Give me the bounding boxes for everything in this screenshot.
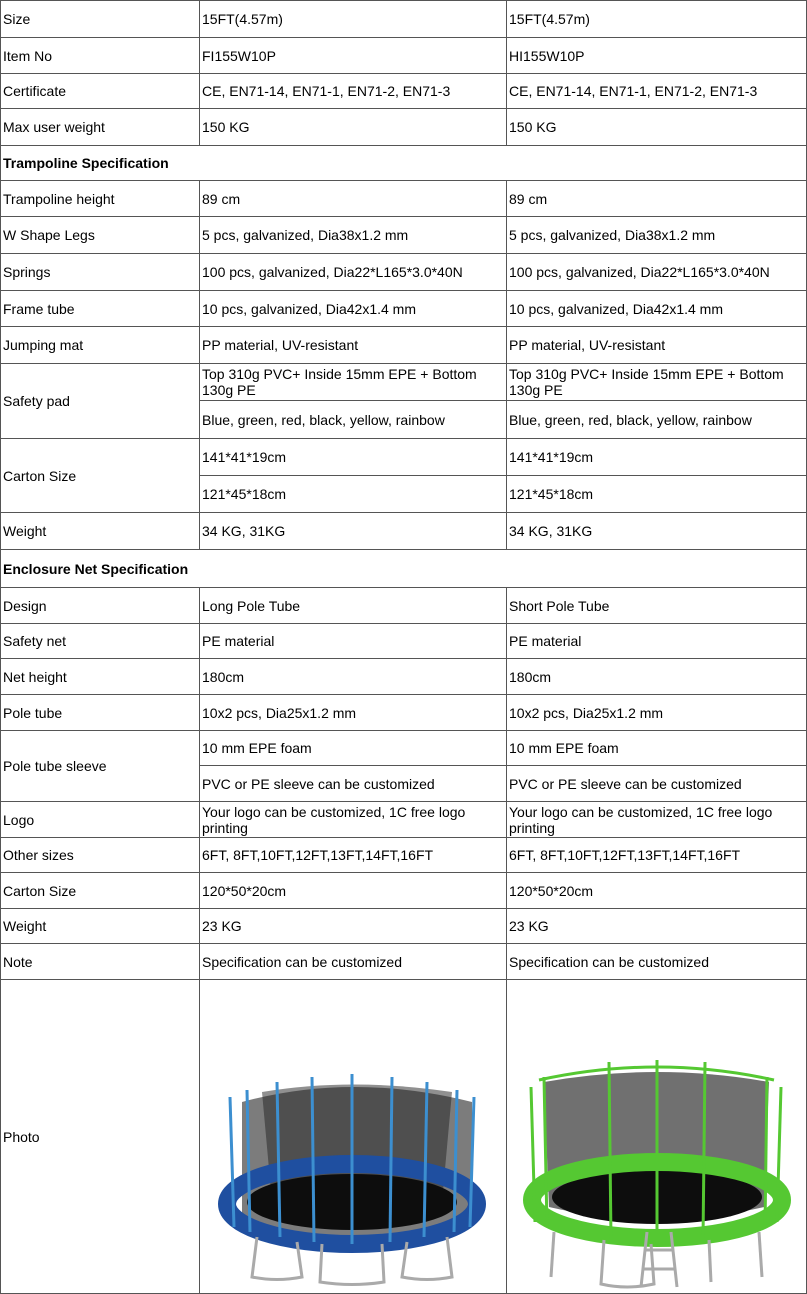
row-net-height (1, 659, 807, 695)
cell-a: 15FT(4.57m) (200, 1, 507, 38)
row-weight (1, 513, 807, 550)
cell-a: FI155W10P (200, 38, 507, 74)
row-label: Net height (1, 659, 200, 695)
cell-a: 10 pcs, galvanized, Dia42x1.4 mm (200, 291, 507, 327)
row-carton-size (1, 439, 807, 476)
row-legs (1, 217, 807, 254)
row-springs (1, 254, 807, 291)
row-label: W Shape Legs (1, 217, 200, 254)
row-safety-net (1, 624, 807, 659)
row-design (1, 588, 807, 624)
row-note (1, 944, 807, 980)
cell-a: 23 KG (200, 909, 507, 944)
row-label: Item No (1, 38, 200, 74)
section-enclosure (1, 550, 807, 588)
cell-b: 10 mm EPE foam (507, 731, 807, 766)
cell-a: 10x2 pcs, Dia25x1.2 mm (200, 695, 507, 731)
row-max-weight (1, 109, 807, 146)
trampoline-short-pole-image (509, 982, 805, 1292)
row-label: Frame tube (1, 291, 200, 327)
row-label: Pole tube sleeve (1, 731, 200, 802)
cell-b: HI155W10P (507, 38, 807, 74)
photo-cell-b (507, 980, 807, 1294)
cell-b: PE material (507, 624, 807, 659)
cell-b: 150 KG (507, 109, 807, 146)
cell-b: PP material, UV-resistant (507, 327, 807, 364)
cell-a: 100 pcs, galvanized, Dia22*L165*3.0*40N (200, 254, 507, 291)
cell-b: Short Pole Tube (507, 588, 807, 624)
cell-a: 6FT, 8FT,10FT,12FT,13FT,14FT,16FT (200, 838, 507, 873)
cell-a: PP material, UV-resistant (200, 327, 507, 364)
cell-b: 34 KG, 31KG (507, 513, 807, 550)
cell-b: 89 cm (507, 181, 807, 217)
section-title: Enclosure Net Specification (1, 550, 807, 588)
cell-b: 15FT(4.57m) (507, 1, 807, 38)
row-photo (1, 980, 807, 1294)
row-label: Photo (1, 980, 200, 1294)
cell-a: 120*50*20cm (200, 873, 507, 909)
row-label: Springs (1, 254, 200, 291)
cell-a: 89 cm (200, 181, 507, 217)
row-jumping-mat (1, 327, 807, 364)
cell-b: 23 KG (507, 909, 807, 944)
cell-b: 121*45*18cm (507, 476, 807, 513)
row-certificate (1, 74, 807, 109)
cell-b: 180cm (507, 659, 807, 695)
cell-a: 34 KG, 31KG (200, 513, 507, 550)
row-label: Safety net (1, 624, 200, 659)
row-enclosure-carton (1, 873, 807, 909)
cell-b: 10 pcs, galvanized, Dia42x1.4 mm (507, 291, 807, 327)
cell-b: 100 pcs, galvanized, Dia22*L165*3.0*40N (507, 254, 807, 291)
row-label: Certificate (1, 74, 200, 109)
row-trampoline-height (1, 181, 807, 217)
cell-b: 6FT, 8FT,10FT,12FT,13FT,14FT,16FT (507, 838, 807, 873)
cell-a: 180cm (200, 659, 507, 695)
row-label: Trampoline height (1, 181, 200, 217)
row-label: Carton Size (1, 439, 200, 513)
row-pole-tube (1, 695, 807, 731)
cell-a: 10 mm EPE foam (200, 731, 507, 766)
row-label: Logo (1, 802, 200, 838)
row-enclosure-weight (1, 909, 807, 944)
cell-b: Top 310g PVC+ Inside 15mm EPE + Bottom 130g PE (507, 364, 807, 401)
row-label: Other sizes (1, 838, 200, 873)
row-label: Carton Size (1, 873, 200, 909)
row-item-no (1, 38, 807, 74)
section-trampoline (1, 146, 807, 181)
cell-b: 120*50*20cm (507, 873, 807, 909)
cell-a: CE, EN71-14, EN71-1, EN71-2, EN71-3 (200, 74, 507, 109)
row-label: Max user weight (1, 109, 200, 146)
row-label: Jumping mat (1, 327, 200, 364)
cell-a: PE material (200, 624, 507, 659)
photo-cell-a (200, 980, 507, 1294)
row-logo (1, 802, 807, 838)
cell-b: 10x2 pcs, Dia25x1.2 mm (507, 695, 807, 731)
row-label: Size (1, 1, 200, 38)
row-frame-tube (1, 291, 807, 327)
row-label: Note (1, 944, 200, 980)
row-label: Weight (1, 909, 200, 944)
row-label: Design (1, 588, 200, 624)
cell-a: PVC or PE sleeve can be customized (200, 766, 507, 802)
row-size (1, 1, 807, 38)
cell-b: PVC or PE sleeve can be customized (507, 766, 807, 802)
cell-b: 141*41*19cm (507, 439, 807, 476)
cell-b: Your logo can be customized, 1C free logo printing (507, 802, 807, 838)
cell-b: CE, EN71-14, EN71-1, EN71-2, EN71-3 (507, 74, 807, 109)
row-label: Pole tube (1, 695, 200, 731)
cell-b: Blue, green, red, black, yellow, rainbow (507, 401, 807, 439)
cell-b: Specification can be customized (507, 944, 807, 980)
cell-a: Your logo can be customized, 1C free logo printing (200, 802, 507, 838)
cell-a: 5 pcs, galvanized, Dia38x1.2 mm (200, 217, 507, 254)
row-label: Safety pad (1, 364, 200, 439)
cell-a: Blue, green, red, black, yellow, rainbow (200, 401, 507, 439)
section-title: Trampoline Specification (1, 146, 807, 181)
row-other-sizes (1, 838, 807, 873)
row-label: Weight (1, 513, 200, 550)
cell-a: Long Pole Tube (200, 588, 507, 624)
cell-a: Specification can be customized (200, 944, 507, 980)
row-pole-sleeve (1, 731, 807, 766)
cell-a: 141*41*19cm (200, 439, 507, 476)
cell-a: 121*45*18cm (200, 476, 507, 513)
cell-a: Top 310g PVC+ Inside 15mm EPE + Bottom 130g PE (200, 364, 507, 401)
row-safety-pad (1, 364, 807, 401)
trampoline-long-pole-image (202, 982, 502, 1292)
cell-b: 5 pcs, galvanized, Dia38x1.2 mm (507, 217, 807, 254)
cell-a: 150 KG (200, 109, 507, 146)
